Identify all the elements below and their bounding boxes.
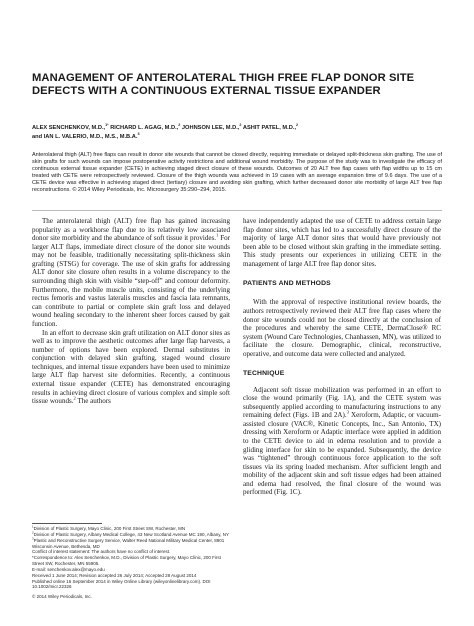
- paragraph-text: In an effort to decrease skin graft utilization on ALT donor sites as well as to improve the aesthetic outcomes after large flap harvests, a number of options have been explored. Dermal substitutes in conjunction with delayed skin grafting, staged wound closure techniques, and internal tissue expanders have been used to minimize large ALT flap harvest site deformities. Recently, a continuous external tissue expander (CETE) has demonstrated encouraging results in achieving direct closure of various complex and simple soft tissue wounds.: [32, 328, 230, 406]
- footnote-dates: Received 1 June 2014; Revision accepted 26 July 2014; Accepted 28 August 2014: [32, 572, 197, 578]
- technique-paragraph: [243, 386, 441, 498]
- affiliation-marker: 3: [32, 536, 34, 541]
- affiliation-marker: 1*: [105, 123, 109, 128]
- section-heading-technique: TECHNIQUE: [243, 369, 285, 377]
- footnotes: [32, 526, 230, 600]
- citation-marker: 3: [346, 409, 349, 415]
- paragraph-text: The anterolateral thigh (ALT) free flap has gained increasing popularity as a workhorse flap due to its relatively low associated donor site morbidity and the abundance of soft tissue it provides.: [32, 217, 230, 243]
- intro-paragraph-continued: have independently adapted the use of CETE to address certain large flap donor sites, which has led to a successfully direct closure of the majority of large ALT donor sites that would have previously not been able to be closed without skin grafting in the immediate setting. This study presents our experiences in utilizing CETE in the management of large ALT free flap donor sites.: [243, 217, 441, 268]
- citation-marker: 2: [73, 395, 76, 401]
- footnote-text: Division of Plastic Surgery, Mayo Clinic, 200 First Street SW, Rochester, MN: [33, 526, 186, 531]
- affiliation-marker: 3: [137, 131, 140, 136]
- footnote-affiliation-3: [32, 538, 230, 550]
- citation-marker: 1: [216, 232, 219, 238]
- affiliation-marker: 2: [32, 530, 34, 535]
- author-list: [32, 124, 442, 141]
- methods-paragraph: With the approval of respective institutional review boards, the authors retrospectively reviewed their ALT free flap cases where the donor site wounds could not be closed directly at the conclusion of the procedures and whereby the same CETE, DermaClose® RC system (Wound Care Technologies, Chanhassen, MN), was utilized to facilitate the closure. Demographic, clinical, reconstructive, operative, and outcome data were collected and analyzed.: [243, 298, 441, 358]
- author-valerio: and IAN L. VALERIO, M.D., M.S., M.B.A.: [32, 133, 138, 140]
- author-patel: ASHIT PATEL, M.D.,: [241, 125, 297, 131]
- author-lee: JOHNSON LEE, M.D.,: [180, 125, 240, 131]
- footnote-email: E-mail: senchenkov.alex@mayo.edu: [32, 566, 105, 572]
- footnote-conflict: Conflict of interest statement: The authors have no conflict of interest.: [32, 549, 171, 555]
- affiliation-marker: 2: [178, 123, 181, 128]
- body-column-left: [32, 217, 230, 406]
- article-title: MANAGEMENT OF ANTEROLATERAL THIGH FREE FLAP DONOR SITE DEFECTS WITH A CONTINUOUS EXTERNAL TISSUE EXPANDER: [32, 72, 415, 98]
- paragraph-text: For larger ALT flaps, immediate direct closure of the donor site wounds may not be feasible, traditionally necessitating split-thickness skin grafting (STSG) for coverage. The use of skin grafts for addressing ALT donor site closure often results in a volume discrepancy to the surrounding thigh skin with visible “step-off” and contour deformity. Furthermore, the mobile muscle units, consisting of the underlying rectus femoris and vastus lateralis muscles and fascia lata remnants, can contribute to partial or complete skin graft loss and delayed wound healing secondary to the inherent sheer forces caused by gait function.: [32, 234, 230, 328]
- paragraph-text: Adjacent soft tissue mobilization was performed in an effort to close the wound primarily (Fig. 1A), and the CETE system was subsequently applied according to manufacturing instructions to any remaining defect (Figs. 1B and 2A).: [243, 385, 441, 420]
- author-line-1: [32, 124, 442, 133]
- abstract: Anterolateral thigh (ALT) free flaps can result in donor site wounds that cannot be closed directly, requiring immediate or delayed split-thickness skin grafting. The use of skin grafts for such wounds can impose postoperative activity restrictions and additional wound morbidity. The purpose of the study was to investigate the efficacy of continuous external tissue expander (CETE) in achieving staged direct closure of these wounds. Outcomes of 20 ALT free flap cases with flap widths up to 15 cm treated with CETE were retrospectively reviewed. Closure of the thigh wounds was achieved in 19 cases with an average expansion time of 9.6 days. The use of a CETE device was effective in achieving staged direct (tertiary) closure and avoiding skin grafting, which further decreased donor site morbidity of large ALT free flap reconstructions. © 2014 Wiley Periodicals, Inc. Microsurgery 35:290–294, 2015.: [32, 152, 442, 194]
- affiliation-marker: 1: [32, 524, 34, 529]
- author-agag: RICHARD L. AGAG, M.D.,: [108, 125, 179, 131]
- footnote-divider: [32, 523, 102, 524]
- paragraph-text: Xeroform, Adaptic, or vacuum-assisted closure (VAC®, Kinetic Concepts, Inc., San Antonio, TX) dressing with Xeroform or Adaptic interface were applied in addition to the CETE device to aid in edema resolution and to provide a gliding interface for skin to be expanded. Subsequently, the device was “tightened” through continuous force application to the soft tissues via its spring loaded mechanism. After sufficient length and mobility of the adjacent skin and soft tissue edges had been attained and edema had resolved, the final closure of the wound was performed (Fig. 1C).: [243, 411, 441, 497]
- body-column-right: [243, 217, 441, 497]
- affiliation-marker: 2: [296, 123, 299, 128]
- affiliation-marker: 2: [239, 123, 242, 128]
- copyright-notice: © 2014 Wiley Periodicals, Inc.: [32, 594, 92, 600]
- author-senchenkov: ALEX SENCHENKOV, M.D.,: [32, 125, 106, 131]
- intro-paragraph-1: [32, 217, 230, 329]
- footnote-correspondence: *Correspondence to: Alex Senchenkov, M.D., Division of Plastic Surgery, Mayo Clinic, 200 First Street SW, Rochester, MN 55905.: [32, 555, 221, 567]
- footnote-published: Published online 16 September 2014 in Wiley Online Library (wileyonlinelibrary.com). DOI 10.1002/micr.22326: [32, 578, 211, 590]
- footnote-text: Division of Plastic Surgery, Albany Medical College, 43 New Scotland Avenue MC 190, Albany, NY: [33, 531, 229, 537]
- footnote-text: Plastic and Reconstructive Surgery Service, Walter Reed National Military Medical Center, 8901 Wisconsin Avenue, Bethesda, MD: [32, 537, 225, 549]
- author-line-2: [32, 133, 442, 142]
- section-heading-methods: PATIENTS AND METHODS: [243, 280, 331, 288]
- section-divider: [32, 210, 442, 211]
- paragraph-text: The authors: [75, 397, 111, 406]
- intro-paragraph-2: [32, 329, 230, 406]
